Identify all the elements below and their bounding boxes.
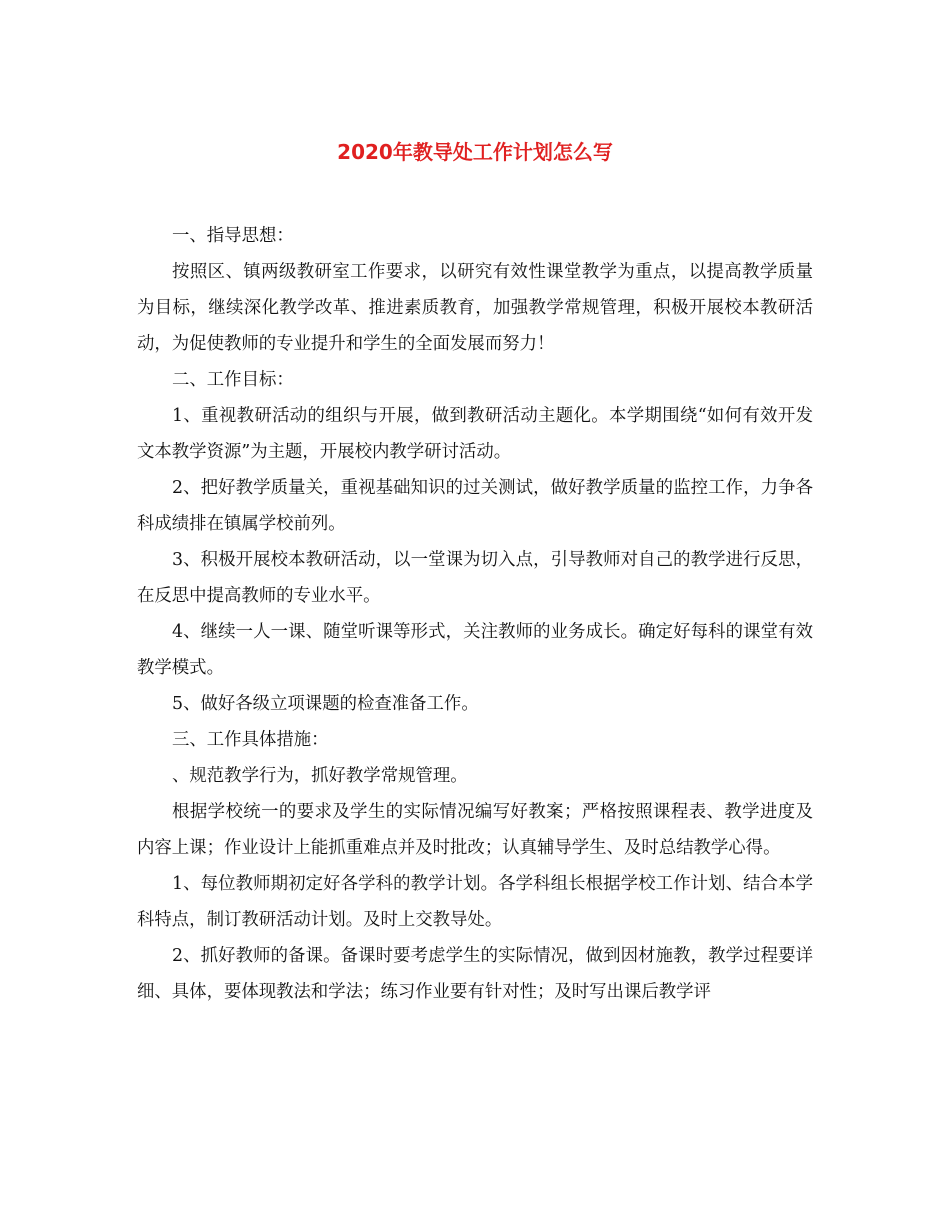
heading-guiding-ideology: 一、指导思想： xyxy=(172,226,294,246)
paragraph: 根据学校统一的要求及学生的实际情况编写好教案；严格按照课程表、教学进度及内容上课；作业设计上能抓重难点并及时批改；认真辅导学生、及时总结教学心得。 xyxy=(137,802,813,858)
list-item: 1、每位教师期初定好各学科的教学计划。各学科组长根据学校工作计划、结合本学科特点，制订教研活动计划。及时上交教导处。 xyxy=(137,874,813,930)
document-title: 2020年教导处工作计划怎么写 xyxy=(337,140,613,164)
list-item: 2、抓好教师的备课。备课时要考虑学生的实际情况，做到因材施教，教学过程要详细、具体，要体现教法和学法；练习作业要有针对性；及时写出课后教学评 xyxy=(137,946,813,1002)
list-item: 2、把好教学质量关，重视基础知识的过关测试，做好教学质量的监控工作，力争各科成绩排在镇属学校前列。 xyxy=(137,478,813,534)
document-body xyxy=(137,218,813,1010)
list-item: 1、重视教研活动的组织与开展，做到教研活动主题化。本学期围绕“如何有效开发文本教学资源”为主题，开展校内教学研讨活动。 xyxy=(137,406,813,462)
list-item: 3、积极开展校本教研活动，以一堂课为切入点，引导教师对自己的教学进行反思，在反思中提高教师的专业水平。 xyxy=(137,550,813,606)
paragraph: 按照区、镇两级教研室工作要求，以研究有效性课堂教学为重点，以提高教学质量为目标，继续深化教学改革、推进素质教育，加强教学常规管理，积极开展校本教研活动，为促使教师的专业提升和学生的全面发展而努力！ xyxy=(137,262,813,354)
heading-specific-measures: 三、工作具体措施： xyxy=(172,730,329,750)
heading-work-goals: 二、工作目标： xyxy=(172,370,294,390)
list-item: 5、做好各级立项课题的检查准备工作。 xyxy=(172,694,479,714)
list-item: 4、继续一人一课、随堂听课等形式，关注教师的业务成长。确定好每科的课堂有效教学模式。 xyxy=(137,622,813,678)
subheading: 、规范教学行为，抓好教学常规管理。 xyxy=(172,766,468,786)
